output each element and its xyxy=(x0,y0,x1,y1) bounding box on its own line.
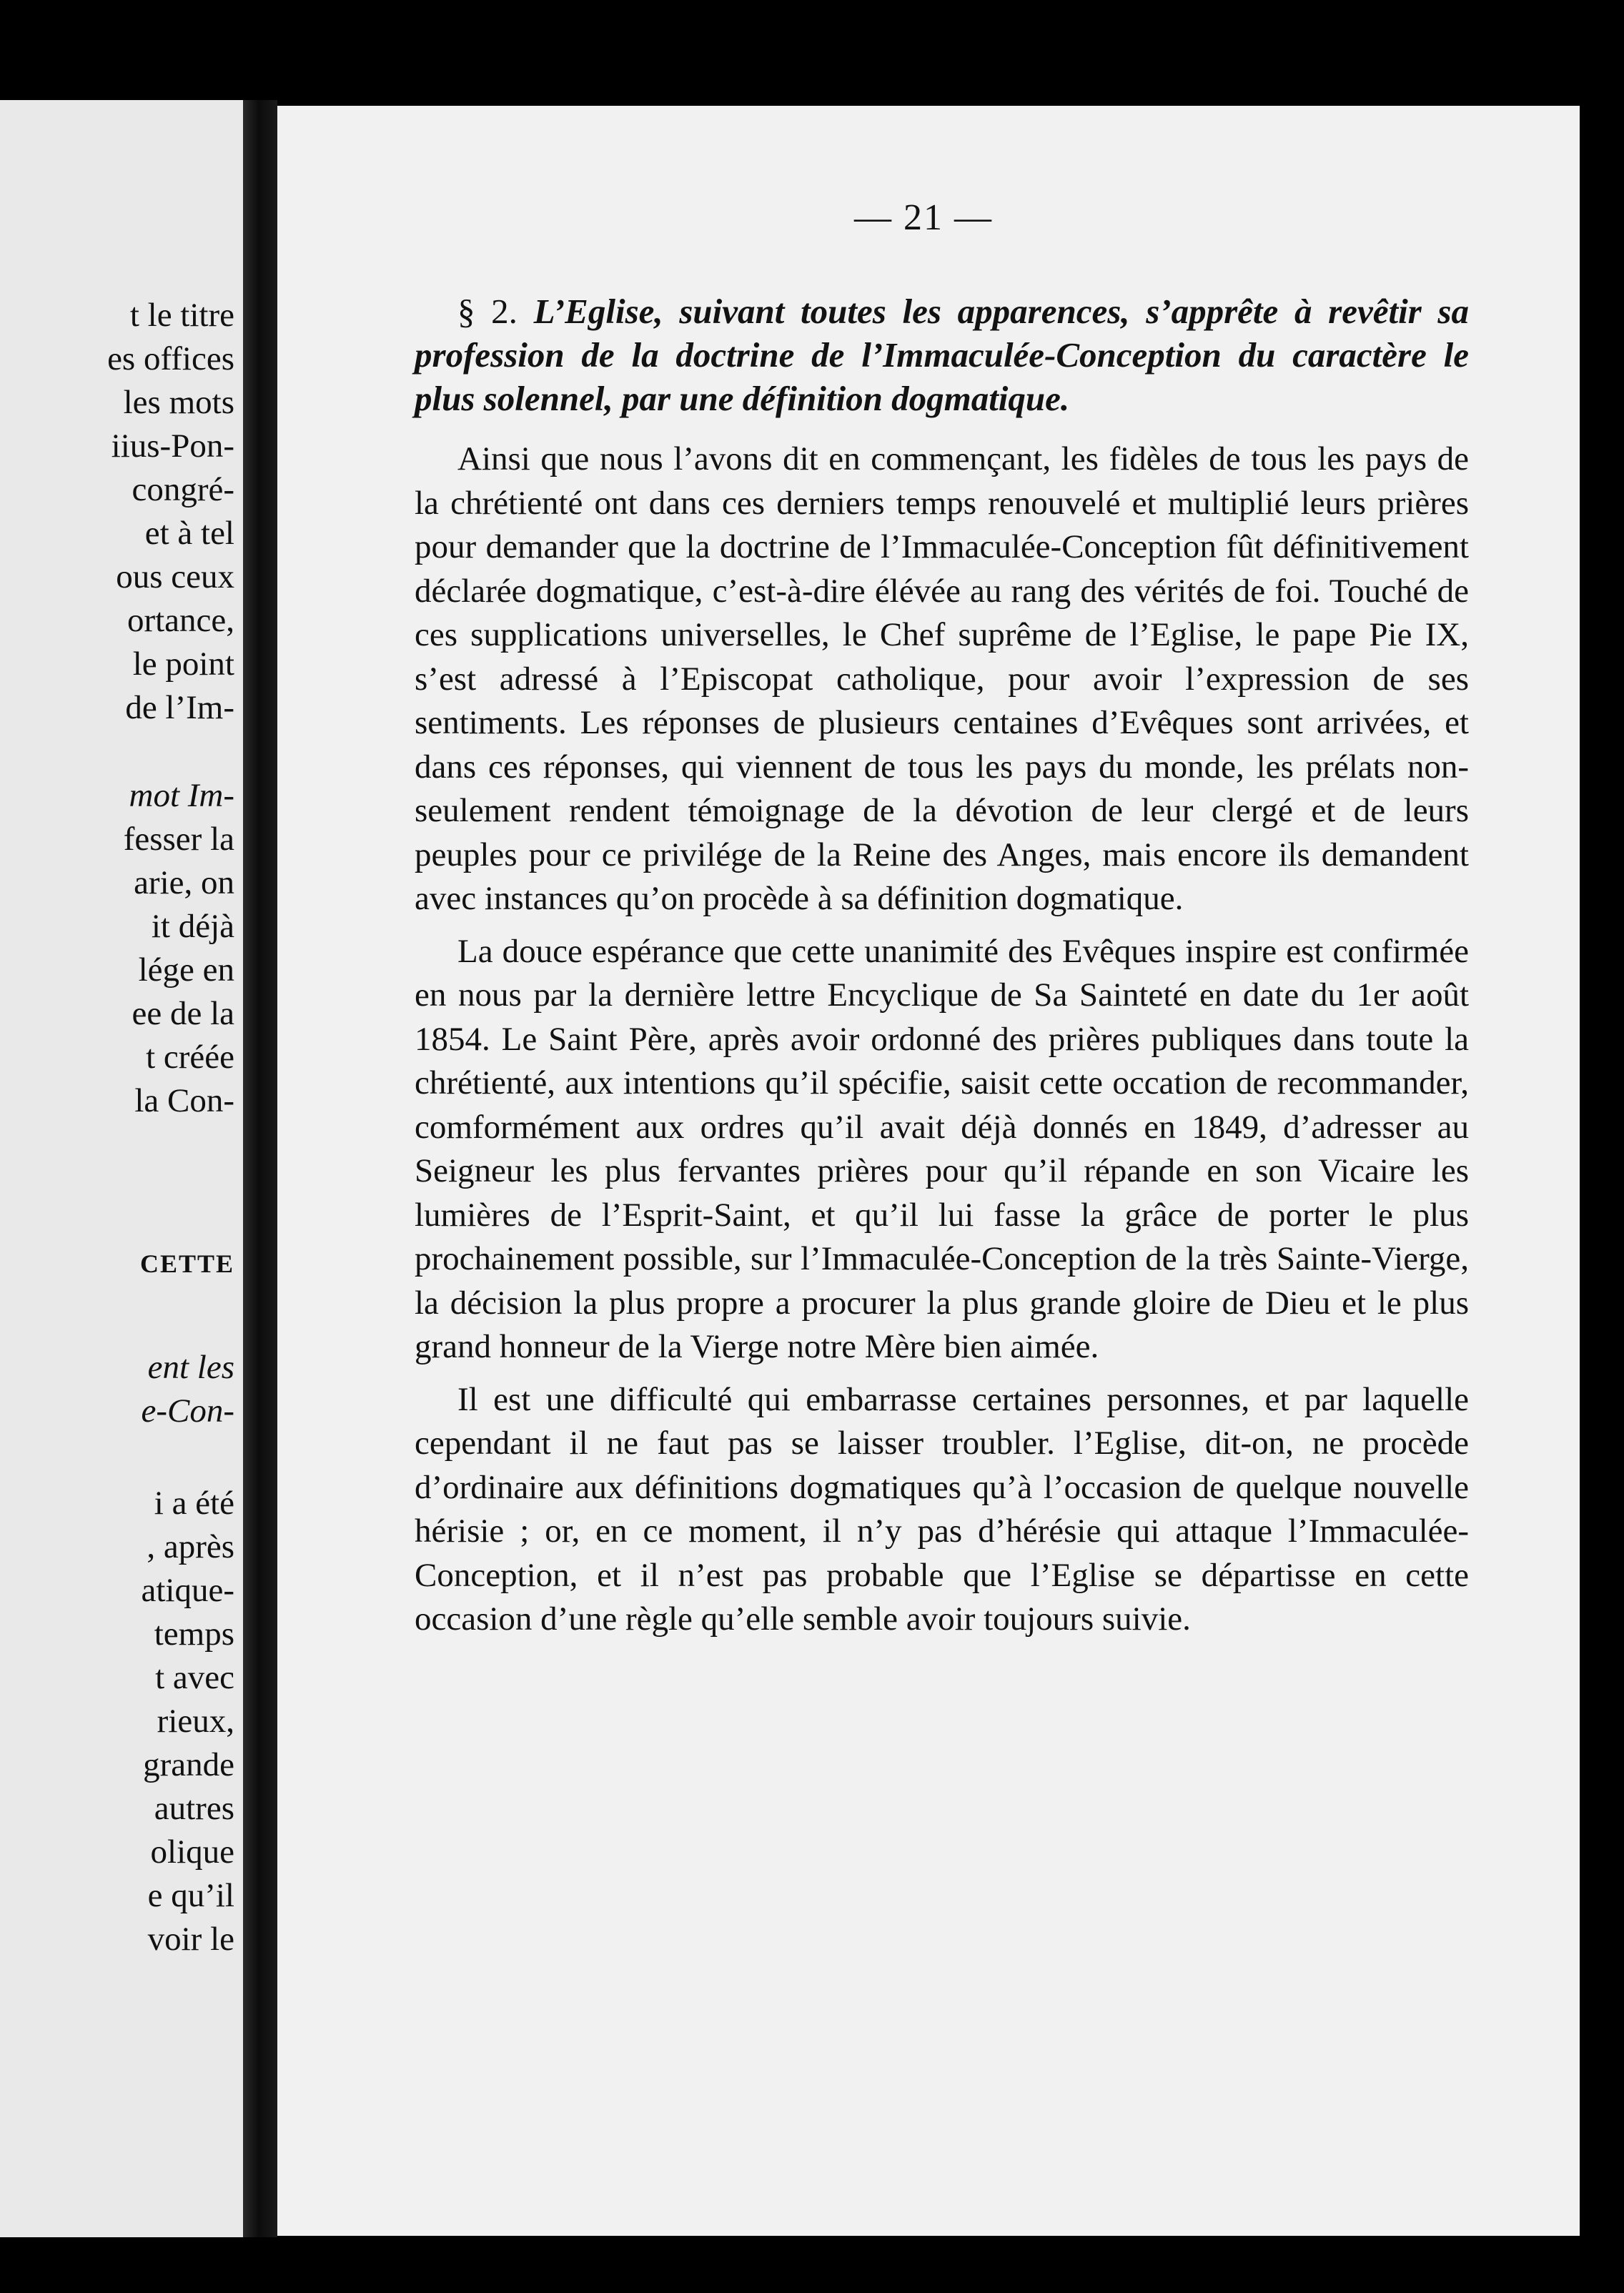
left-line: et à tel xyxy=(144,515,234,552)
left-line: la Con- xyxy=(134,1082,234,1119)
left-line: ee de la xyxy=(132,995,234,1032)
left-line: fesser la xyxy=(123,821,234,858)
section-heading xyxy=(415,289,1469,420)
left-line: arie, on xyxy=(134,864,234,901)
main-text-block xyxy=(415,289,1469,1650)
left-line: ent les xyxy=(147,1349,234,1386)
left-line: grande xyxy=(143,1746,234,1783)
left-line: it déjà xyxy=(151,908,234,945)
paragraph: La douce espérance que cette unanimité des Evêques inspire est confirmée en nous par la dernière lettre Encyclique de Sa Sainteté en date du 1er août 1854. Le Saint Père, après avoir ordonné des prières publiques dans toute la chrétienté, aux intentions qu’il spécifie, saisit cette occation de recommander, comformément aux ordres qu’il avait déjà donnés en 1849, d’adresser au Seigneur les plus fervantes prières pour qu’il répande en son Vicaire les lumières de l’Esprit-Saint, et qu’il lui fasse la grâce de porter le plus prochainement possible, sur l’Immaculée-Conception de la très Sainte-Vierge, la décision la plus propre a procurer la plus grande gloire de Dieu et le plus grand honneur de la Vierge notre Mère bien aimée. xyxy=(415,932,1469,1365)
left-line: autres xyxy=(154,1790,234,1827)
left-line: le point xyxy=(132,645,234,683)
left-line: t avec xyxy=(155,1659,234,1696)
left-line: olique xyxy=(150,1833,234,1871)
left-line: mot Im- xyxy=(129,777,234,814)
left-section-heading: CETTE xyxy=(139,1249,234,1278)
paragraph: Il est une difficulté qui embarrasse certaines personnes, et par laquelle cependant il ne faut pas se laisser troubler. l’Eglise, dit-on, ne procède d’ordinaire aux définitions dogmatiques qu’à l’occasion de quelque nouvelle hérisie ; or, en ce moment, il n’y pas d’hérésie qui attaque l’Immaculée-Conception, et il n’est pas probable que l’Eglise se départisse en cette occasion d’une règle qu’elle semble avoir toujours suivie. xyxy=(415,1380,1469,1638)
left-line: iius-Pon- xyxy=(111,427,234,465)
left-line: , après xyxy=(147,1528,234,1565)
left-line: es offices xyxy=(107,340,234,377)
left-line: i a été xyxy=(154,1485,234,1522)
left-line: voir le xyxy=(147,1921,234,1958)
left-line: les mots xyxy=(123,384,234,421)
left-line: e-Con- xyxy=(141,1392,234,1430)
paragraph: Ainsi que nous l’avons dit en commençant, les fidèles de tous les pays de la chrétienté ont dans ces derniers temps renouvelé et multiplié leurs prières pour demander que la doctrine de l’Immaculée-Conception fût définitivement déclarée dogmatique, c’est-à-dire élévée au rang des vérités de foi. Touché de ces supplications universelles, le Chef suprême de l’Eglise, le pape Pie IX, s’est adressé à l’Episcopat catholique, pour avoir l’expression de ses sentiments. Les réponses de plusieurs centaines d’Evêques sont arrivées, et dans ces réponses, qui viennent de tous les pays du monde, les prélats non-seulement rendent témoignage de la dévotion de leur clergé et de leurs peuples pour ce privilége de la Reine des Anges, mais encore ils demandent avec instances qu’on procède à sa définition dogmatique. xyxy=(415,440,1469,917)
left-line: e qu’il xyxy=(147,1877,234,1914)
section-title: L’Eglise, suivant toutes les apparences, s’apprête à revêtir sa profession de la doctrine de l’Immaculée-Conception du caractère le plus solennel, par une définition dogmatique. xyxy=(415,292,1470,418)
section-number: § 2. xyxy=(457,292,518,331)
left-page-fragment xyxy=(0,100,243,2237)
book-gutter xyxy=(243,100,277,2237)
left-line: atique- xyxy=(141,1572,234,1609)
left-line: rieux, xyxy=(157,1703,234,1740)
left-line: lége en xyxy=(138,951,234,989)
left-line: congré- xyxy=(132,471,234,508)
page-number: — 21 — xyxy=(854,197,993,238)
left-line: de l’Im- xyxy=(125,689,234,726)
left-line: ortance, xyxy=(127,602,234,639)
left-line: temps xyxy=(154,1615,234,1653)
left-line: t le titre xyxy=(129,297,234,334)
left-line: ous ceux xyxy=(116,558,234,595)
left-line: t créée xyxy=(146,1039,234,1076)
